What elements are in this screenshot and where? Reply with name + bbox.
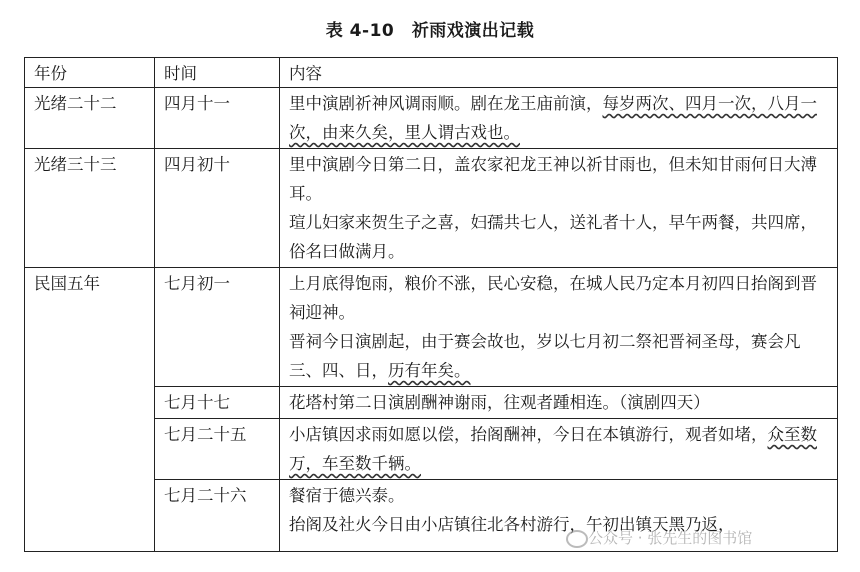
content-paragraph: 上月底得饱雨，粮价不涨，民心安稳，在城人民乃定本月初四日抬阁到晋祠迎神。 <box>289 274 817 322</box>
time-cell: 四月十一 <box>155 88 280 149</box>
content-paragraph: 抬阁及社火今日由小店镇往北各村游行，午初出镇天黑乃返， <box>289 515 735 534</box>
content-cell <box>280 149 838 268</box>
content-cell <box>280 268 838 387</box>
table-row <box>25 268 838 387</box>
content-paragraph: 瑄儿妇家来贺生子之喜，妇孺共七人，送礼者十人，早午两餐，共四席，俗名曰做满月。 <box>289 213 817 261</box>
year-cell: 光绪三十三 <box>25 149 155 268</box>
header-row <box>25 58 838 88</box>
time-cell: 四月初十 <box>155 149 280 268</box>
table-row <box>25 149 838 268</box>
content-cell <box>280 419 838 480</box>
content-paragraph <box>289 89 829 147</box>
content-paragraph <box>289 327 829 385</box>
content-text: 小店镇因求雨如愿以偿，抬阁酬神，今日在本镇游行，观者如堵， <box>289 425 768 444</box>
content-paragraph <box>289 420 829 478</box>
content-text: 里中演剧祈神风调雨顺。剧在龙王庙前演， <box>289 94 603 113</box>
header-year: 年份 <box>25 58 155 88</box>
content-cell <box>280 88 838 149</box>
header-time: 时间 <box>155 58 280 88</box>
time-cell: 七月十七 <box>155 387 280 419</box>
rain-opera-records-table <box>24 57 838 552</box>
content-paragraph: 里中演剧今日第二日，盖农家祀龙王神以祈甘雨也，但未知甘雨何日大溥耳。 <box>289 155 817 203</box>
time-cell: 七月二十六 <box>155 480 280 552</box>
header-content: 内容 <box>280 58 838 88</box>
year-cell: 民国五年 <box>25 268 155 552</box>
time-cell: 七月初一 <box>155 268 280 387</box>
watermark: 公众号 · 张先生的图书馆 <box>588 529 753 547</box>
content-cell <box>280 480 838 552</box>
wechat-logo-icon <box>566 530 588 548</box>
content-cell <box>280 387 838 419</box>
content-paragraph: 餐宿于德兴泰。 <box>289 486 405 505</box>
content-text: 晋祠今日演剧起，由于赛会故也，岁以七月初二祭祀晋祠圣母，赛会凡三、四、日， <box>289 332 801 380</box>
underlined-text: 众至数万，车至数千辆。 <box>289 425 817 473</box>
content-paragraph: 花塔村第二日演剧酬神谢雨，往观者踵相连。（演剧四天） <box>289 393 710 412</box>
year-cell: 光绪二十二 <box>25 88 155 149</box>
underlined-text: 历有年矣。 <box>388 361 471 380</box>
table-title: 表 4-10 祈雨戏演出记载 <box>325 21 535 41</box>
table-row <box>25 88 838 149</box>
time-cell: 七月二十五 <box>155 419 280 480</box>
underlined-text: 每岁两次、四月一次，八月一次，由来久矣，里人谓古戏也。 <box>289 94 817 142</box>
